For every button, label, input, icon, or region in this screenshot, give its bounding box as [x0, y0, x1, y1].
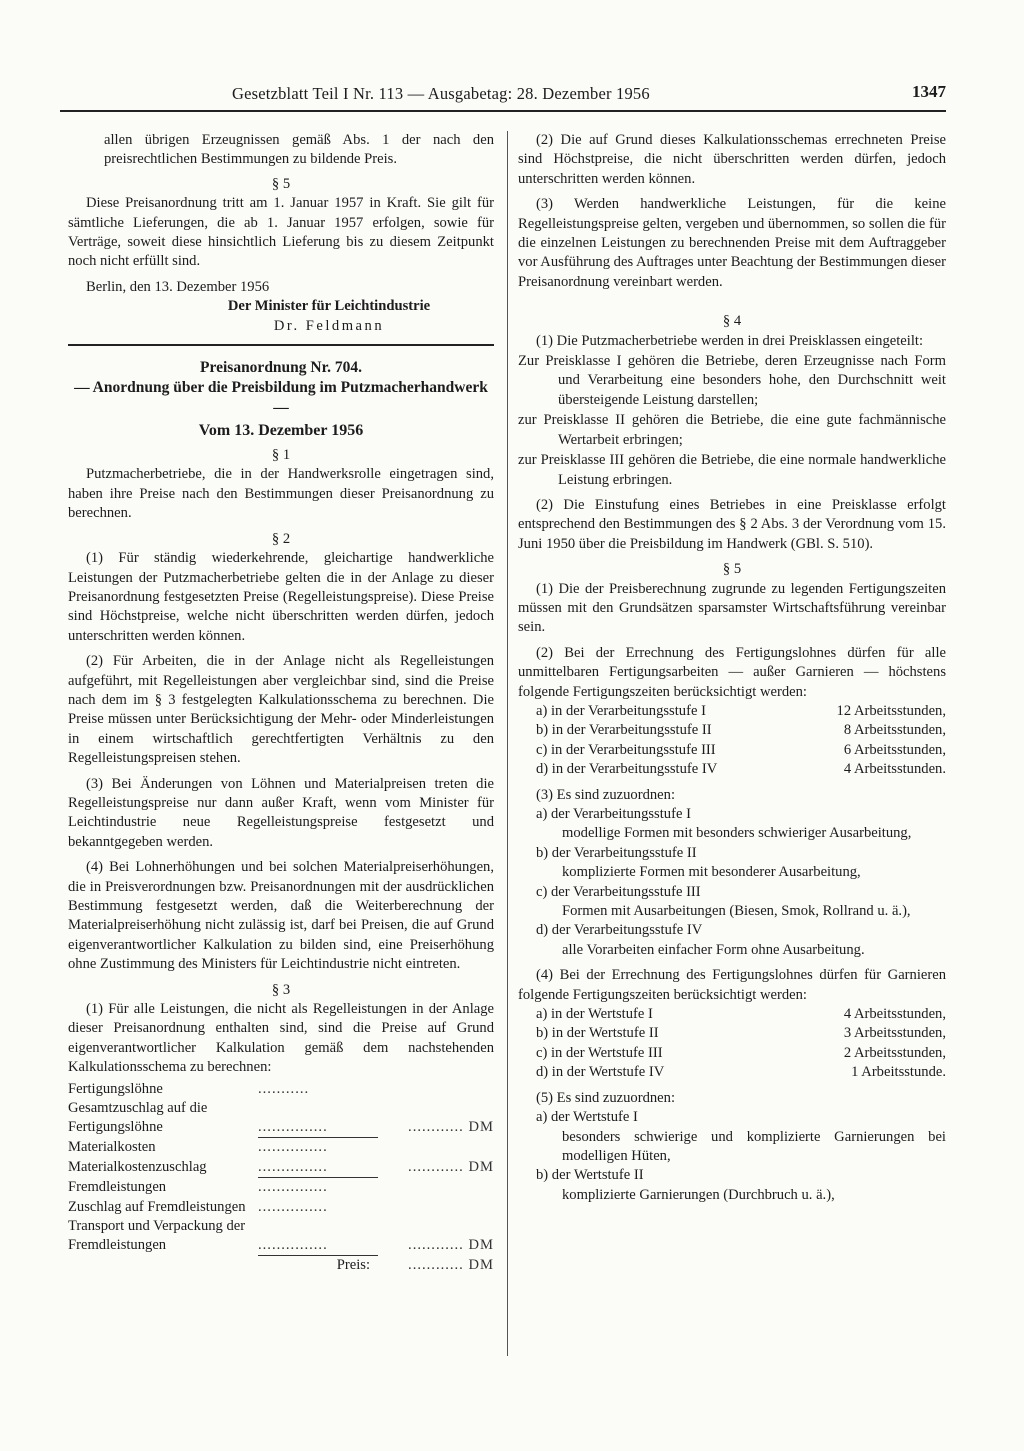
scheme-row [68, 1178, 494, 1198]
list-item [518, 1063, 946, 1082]
scheme-dots: ............... [258, 1217, 378, 1256]
assign-head: d) der Verarbeitungsstufe IV [536, 922, 703, 939]
assign-body: alle Vorarbeiten einfacher Form ohne Ausarbeitung. [562, 941, 865, 958]
level-label: c) in der Wertstufe III [536, 1044, 663, 1061]
scheme-amount [378, 1080, 494, 1099]
separator-rule [68, 344, 494, 346]
scheme-row [68, 1158, 494, 1178]
paragraph: Diese Preisanordnung tritt am 1. Januar 1957 in Kraft. Sie gilt für sämtliche Lieferungen, die ab 1. Januar 1957 erfolgen, sowie für Verträge, soweit diese hinsichtlich Lieferung bis zu diesem Zeitpunkt noch nicht erfüllt sind. [68, 195, 494, 270]
scheme-amount [378, 1178, 494, 1198]
assign-head: c) der Verarbeitungsstufe III [536, 883, 701, 900]
scheme-label: Materialkosten [68, 1139, 156, 1156]
scheme-dots: ............... [258, 1099, 378, 1138]
paragraph: (2) Die Einstufung eines Betriebes in eine Preisklasse erfolgt entsprechend den Bestimmungen des § 2 Abs. 3 der Verordnung vom 15. Juni 1950 über die Preisbildung im Handwerk (GBl. S. 510). [518, 496, 946, 552]
level-label: c) in der Verarbeitungsstufe III [536, 741, 716, 758]
section-heading: § 4 [722, 313, 742, 330]
level-value: 2 Arbeitsstunden, [843, 1044, 946, 1061]
page-number: 1347 [912, 82, 946, 101]
scheme-label: Fremdleistungen [68, 1179, 167, 1196]
list-item [518, 760, 946, 779]
scheme-total-row [68, 1256, 494, 1276]
scheme-amount [378, 1198, 494, 1217]
assign-body: besonders schwierige und komplizierte Garnierungen bei modelligen Hüten, [562, 1128, 946, 1164]
section-heading: § 5 [722, 561, 742, 578]
level-label: d) in der Wertstufe IV [536, 1064, 665, 1081]
ordinance-subtitle: — Anordnung über die Preisbildung im Putzmacherhandwerk — [74, 379, 488, 417]
level-label: a) in der Verarbeitungsstufe I [536, 702, 706, 719]
section-heading: § 1 [271, 447, 291, 464]
header-title: Gesetzblatt Teil I Nr. 113 — Ausgabetag: 28. Dezember 1956 [232, 84, 650, 103]
assign-head: a) der Wertstufe I [536, 1109, 638, 1126]
class-item: Zur Preisklasse I gehören die Betriebe, deren Erzeugnisse nach Form und Verarbeitung eine besonders hohe, den Durchschnitt weit übersteigende Leistung darstellen; [518, 353, 946, 408]
class-item: zur Preisklasse II gehören die Betriebe, die eine gute fachmännische Wertarbeit erbringen; [518, 412, 946, 448]
paragraph: (4) Bei der Errechnung des Fertigungslohnes dürfen für Garnieren folgende Fertigungszeiten berücksichtigt werden: [518, 967, 946, 1003]
column-divider [507, 131, 508, 1356]
scheme-row [68, 1198, 494, 1217]
level-label: b) in der Verarbeitungsstufe II [536, 722, 712, 739]
paragraph: (2) Bei der Errechnung des Fertigungslohnes dürfen für alle unmittelbaren Fertigungsarbeiten — außer Garnieren — höchstens folgende Fertigungszeiten berücksichtigt werden: [518, 644, 946, 700]
scheme-dots: ............... [258, 1179, 328, 1196]
section-heading: § 3 [271, 981, 291, 998]
list-item [518, 702, 946, 721]
scheme-label: Fertigungslöhne [68, 1080, 163, 1097]
list-item [518, 1024, 946, 1043]
scheme-amount: ............ DM [408, 1237, 494, 1254]
paragraph: (1) Die der Preisberechnung zugrunde zu legenden Fertigungszeiten müssen mit den Grundsätzen sparsamster Wirtschaftsführung vereinbar sein. [518, 580, 946, 636]
level-value: 8 Arbeitsstunden, [843, 722, 946, 739]
paragraph: (1) Für alle Leistungen, die nicht als Regelleistungen in der Anlage dieser Preisanordnung enthalten sind, sind die Preise auf Grund eigenverantwortlicher Kalkulation gemäß dem nachstehenden Kalkulationsschema zu berechnen: [68, 1001, 494, 1076]
level-value: 4 Arbeitsstunden. [843, 761, 946, 778]
paragraph: (1) Die Putzmacherbetriebe werden in drei Preisklassen eingeteilt: [536, 332, 923, 349]
level-label: b) in der Wertstufe II [536, 1025, 659, 1042]
scheme-label: Materialkostenzuschlag [68, 1159, 207, 1176]
calculation-scheme [68, 1080, 494, 1276]
assign-body: Formen mit Ausarbeitungen (Biesen, Smok, Rollrand u. ä.), [562, 903, 911, 920]
scheme-amount: ............ DM [408, 1119, 494, 1136]
assign-body: komplizierte Formen mit besonderer Ausarbeitung, [562, 864, 861, 881]
scheme-label: Transport und Verpackung der Fremdleistungen [68, 1218, 246, 1254]
level-value: 4 Arbeitsstunden, [843, 1006, 946, 1023]
list-item [518, 741, 946, 760]
total-amount: ............ DM [408, 1257, 494, 1274]
scheme-dots: ............... [258, 1198, 328, 1215]
paragraph: (3) Es sind zuzuordnen: [536, 786, 676, 803]
paragraph: (3) Werden handwerkliche Leistungen, für die keine Regelleistungspreise gelten, vergeben und übernommen, so sollen die für die einzelnen Leistungen zu berechnenden Preise mit dem Auftraggeber vor Ausführung des Auftrages unter Beachtung der Bestimmungen dieser Preisanordnung vereinbart werden. [518, 196, 946, 290]
scheme-amount: ............ DM [408, 1159, 494, 1176]
level-value: 12 Arbeitsstunden, [836, 702, 946, 719]
paragraph: (2) Die auf Grund dieses Kalkulationsschemas errechneten Preise sind Höchstpreise, die nicht überschritten werden dürfen, jedoch unterschritten werden können. [518, 132, 946, 187]
ordinance-title: Preisanordnung Nr. 704. [200, 359, 362, 377]
level-value: 3 Arbeitsstunden, [843, 1025, 946, 1042]
ordinance-date: Vom 13. Dezember 1956 [198, 422, 364, 440]
scheme-label: Gesamtzuschlag auf die Fertigungslöhne [68, 1100, 208, 1136]
signature-name: Dr. Feldmann [273, 317, 385, 334]
section-heading: § 5 [271, 175, 291, 192]
scheme-row [68, 1080, 494, 1099]
place-date: Berlin, den 13. Dezember 1956 [86, 278, 270, 295]
list-item [518, 1005, 946, 1024]
left-column [68, 131, 494, 1276]
minister-title: Der Minister für Leichtindustrie [227, 298, 431, 315]
assign-head: b) der Verarbeitungsstufe II [536, 844, 697, 861]
continuation-text: allen übrigen Erzeugnissen gemäß Abs. 1 der nach den preisrechtlichen Bestimmungen zu bildende Preis. [104, 132, 494, 168]
total-label: Preis: [336, 1257, 370, 1274]
scheme-dots: ............... [258, 1139, 328, 1156]
assign-head: a) der Verarbeitungsstufe I [536, 806, 691, 822]
page-header [60, 84, 946, 112]
paragraph: (3) Bei Änderungen von Löhnen und Materialpreisen treten die Regelleistungspreise nur dann außer Kraft, wenn vom Minister für Leichtindustrie neue Regelleistungspreise festgesetzt und bekanntgegeben werden. [68, 775, 494, 850]
level-label: a) in der Wertstufe I [536, 1006, 653, 1023]
scheme-dots: ........... [258, 1080, 310, 1097]
paragraph: (4) Bei Lohnerhöhungen und bei solchen Materialpreiserhöhungen, die in Preisverordnungen bzw. Preisanordnungen mit der ausdrücklichen Bestimmung festgesetzt werden, daß die Weiterberechnung der Materialpreiserhöhung nicht zulässig ist, darf bei Preisen, die auf Grund eigenverantwortlicher Kalkulation zu bilden sind, eine Preiserhöhung ohne Zustimmung des Ministers für Leichtindustrie nicht eintreten. [68, 859, 494, 973]
class-item: zur Preisklasse III gehören die Betriebe, die eine normale handwerkliche Leistung erbringen. [518, 452, 946, 488]
scheme-row [68, 1138, 494, 1158]
list-item [518, 1044, 946, 1063]
paragraph: (5) Es sind zuzuordnen: [536, 1089, 676, 1106]
scheme-amount [378, 1138, 494, 1158]
section-heading: § 2 [271, 530, 291, 547]
assign-body: komplizierte Garnierungen (Durchbruch u. ä.), [562, 1186, 835, 1203]
assign-body: modellige Formen mit besonders schwieriger Ausarbeitung, [562, 825, 912, 842]
scheme-row [68, 1099, 494, 1138]
level-label: d) in der Verarbeitungsstufe IV [536, 761, 718, 778]
paragraph: Putzmacherbetriebe, die in der Handwerksrolle eingetragen sind, haben ihre Preise nach den Bestimmungen dieser Preisanordnung zu berechnen. [68, 466, 494, 522]
scheme-row [68, 1217, 494, 1256]
right-column [518, 131, 946, 1205]
level-value: 6 Arbeitsstunden, [843, 741, 946, 758]
list-item [518, 721, 946, 740]
paragraph: (2) Für Arbeiten, die in der Anlage nicht als Regelleistungen aufgeführt, mit Regelleistungen aber vergleichbar sind, sind die Preise nach dem im § 3 festgelegten Kalkulationsschema zu berechnen. Die Preise müssen unter Berücksichtigung der Mehr- oder Minderleistungen in einem wirtschaftlich gerechtfertigten Verhältnis zu den Regelleistungspreisen stehen. [68, 653, 494, 767]
scheme-dots: ............... [258, 1158, 378, 1178]
level-value: 1 Arbeitsstunde. [851, 1064, 946, 1081]
paragraph: (1) Für ständig wiederkehrende, gleichartige handwerkliche Leistungen der Putzmacherbetriebe gelten die in der Anlage zu dieser Preisanordnung festgesetzten Preise (Regelleistungspreise). Diese Preise sind Höchstpreise, welche nicht überschritten werden dürfen, jedoch unterschritten werden können. [68, 550, 494, 644]
assign-head: b) der Wertstufe II [536, 1167, 644, 1184]
scheme-label: Zuschlag auf Fremdleistungen [68, 1198, 246, 1215]
